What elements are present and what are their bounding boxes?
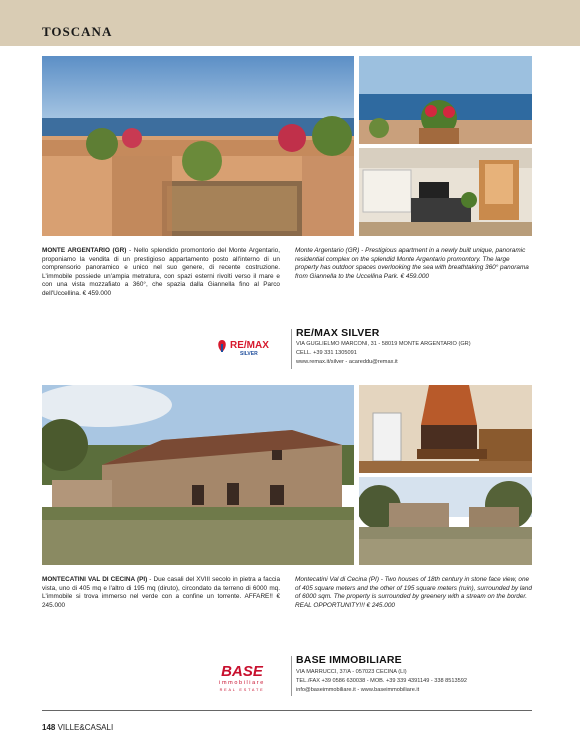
remax-logo [216, 337, 280, 357]
listing2-description-en [295, 576, 533, 620]
agency1-address: VIA GUGLIELMO MARCONI, 31 - 58019 MONTE ARGENTARIO (GR) [296, 341, 471, 347]
base-logo-sub2: REAL ESTATE [219, 688, 265, 692]
agency1-phone: CELL. +39 331 1305091 [296, 350, 357, 356]
base-logo-sub1: immobiliare [219, 680, 265, 686]
listing1-text-en: Monte Argentario (GR) - Prestigious apartment in a newly built unique, panoramic residential complex on the splendid Monte Argentario promontory. The large property has outdoor spaces overlooking the sea with breathtaking 360° panorama from Giannella to the Uccellina Park. € 459.000 [295, 247, 529, 280]
listing1-description-en [295, 247, 533, 299]
agency2-name: BASE IMMOBILIARE [296, 654, 402, 666]
agency1-divider [291, 329, 292, 369]
photo-rustic-kitchen [359, 385, 532, 473]
photo-ruin-garden [359, 477, 532, 565]
listing2-description-it [42, 576, 280, 620]
listing1-text-it: - Nello splendido promontorio del Monte Argentario, proponiamo la vendita di un prestigioso appartamento posto all'interno di un comprensorio panoramico e unico nel suo genere, di recente costruzione. L'immobile possiede un'ampia metratura, con spazi esterni rivolti verso il mare e con una vista mozzafiato a 360°, che spazia dalla Giannella fino al Parco dell'Uccellina. € 459.000 [42, 247, 281, 297]
agency2-address: VIA MARRUCCI, 37/A - 057023 CECINA (LI) [296, 669, 407, 675]
photo-living-room [359, 148, 532, 236]
photo-flowers-sea [359, 56, 532, 144]
base-logo-text: BASE [221, 663, 263, 680]
agency1-web[interactable]: www.remax.it/silver - acareddu@remax.it [296, 359, 398, 365]
footer-rule [42, 710, 532, 711]
listing2-text-en: Montecatini Val di Cecina (PI) - Two houses of 18th century in stone face view, one of 405 square meters and the other of 195 square meters (ruin), surrounded by land of 6000 sqm. The property is surrounded by greenery with a stream on the border. REAL OPPORTUNITY!!! € 245.000 [295, 576, 532, 609]
listing1-description-it [42, 247, 280, 299]
page-footer [42, 723, 113, 732]
region-title: TOSCANA [42, 24, 113, 39]
base-immobiliare-logo [200, 662, 284, 694]
magazine-name: VILLE&CASALI [57, 723, 114, 732]
listing2-title: MONTECATINI VAL DI CECINA (PI) [42, 576, 148, 583]
listing2-text-it: - Due casali del XVIII secolo in pietra a faccia vista, uno di 405 mq e l'altro di 195 mq (diruto), circondato da terreno di 6000 mq. L'immobile si trova immerso nel verde con a confine un torrente. AFFARE!! € 245.000 [42, 576, 281, 609]
remax-logo-sub: SILVER [240, 351, 258, 357]
page-number: 148 [42, 723, 56, 732]
agency2-divider [291, 656, 292, 696]
agency2-web[interactable]: info@baseimmobiliare.it - www.baseimmobiliare.it [296, 687, 420, 693]
agency2-phone: TEL./FAX +39 0586 630038 - MOB. +39 339 4391149 - 338 8513592 [296, 678, 467, 684]
photo-terrace-sea-view [42, 56, 354, 236]
agency1-name: RE/MAX SILVER [296, 327, 380, 339]
remax-logo-text: RE/MAX [230, 340, 269, 351]
photo-stone-farmhouse [42, 385, 354, 565]
listing1-title: MONTE ARGENTARIO (GR) [42, 247, 127, 254]
